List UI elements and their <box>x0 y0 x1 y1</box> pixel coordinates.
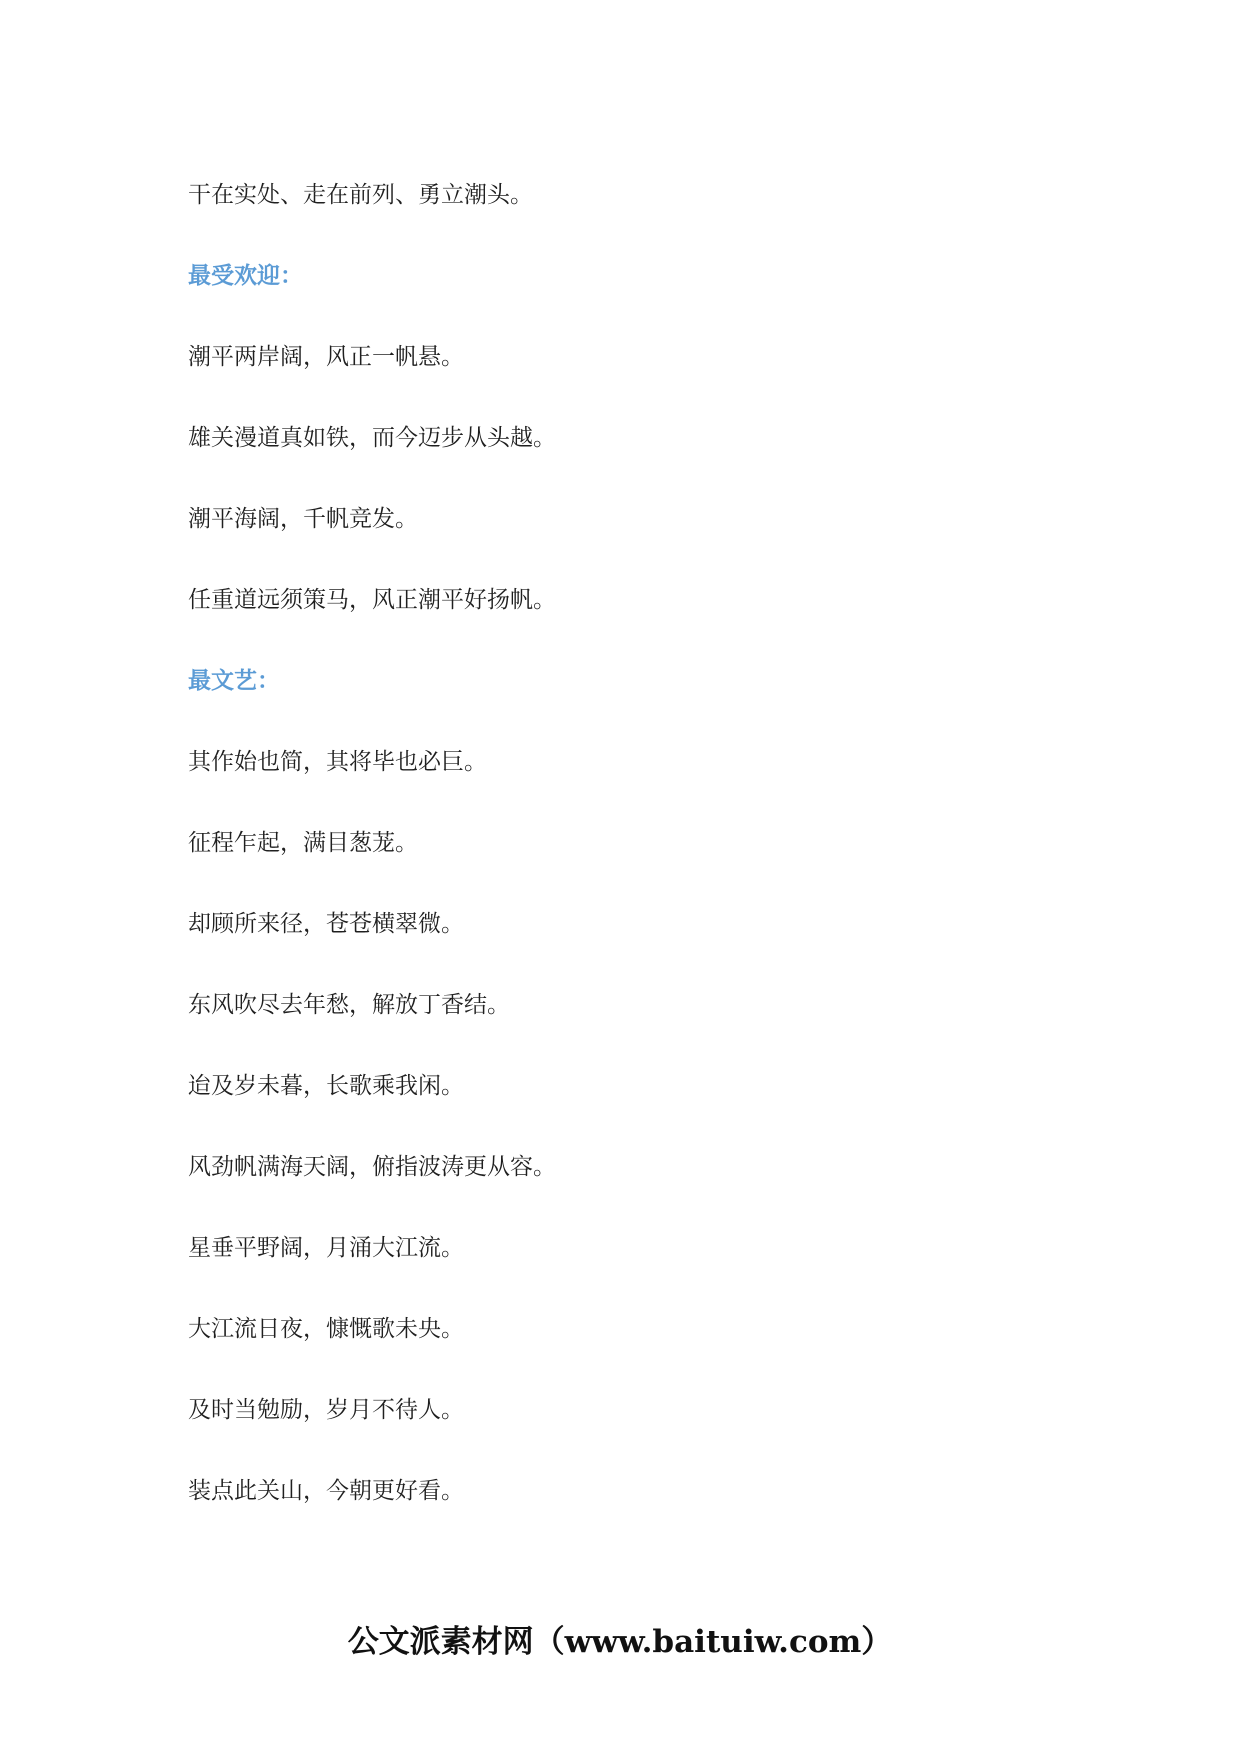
body-line: 东风吹尽去年愁，解放丁香结。 <box>188 992 510 1018</box>
section-heading-most-literary: 最文艺： <box>188 668 280 694</box>
body-line: 干在实处、走在前列、勇立潮头。 <box>188 182 533 208</box>
body-line: 潮平两岸阔，风正一帆悬。 <box>188 344 464 370</box>
body-line: 装点此关山，今朝更好看。 <box>188 1478 464 1504</box>
body-line: 征程乍起，满目葱茏。 <box>188 830 418 856</box>
page-footer: 公文派素材网（www.baituiw.com） <box>347 1624 893 1660</box>
body-line: 任重道远须策马，风正潮平好扬帆。 <box>188 587 556 613</box>
body-line: 星垂平野阔，月涌大江流。 <box>188 1235 464 1261</box>
body-line: 其作始也简，其将毕也必巨。 <box>188 749 487 775</box>
body-line: 风劲帆满海天阔，俯指波涛更从容。 <box>188 1154 556 1180</box>
section-heading-most-popular: 最受欢迎： <box>188 263 303 289</box>
body-line: 雄关漫道真如铁，而今迈步从头越。 <box>188 425 556 451</box>
body-line: 却顾所来径，苍苍横翠微。 <box>188 911 464 937</box>
body-line: 大江流日夜，慷慨歌未央。 <box>188 1316 464 1342</box>
body-line: 及时当勉励，岁月不待人。 <box>188 1397 464 1423</box>
body-line: 迨及岁未暮，长歌乘我闲。 <box>188 1073 464 1099</box>
body-line: 潮平海阔，千帆竞发。 <box>188 506 418 532</box>
